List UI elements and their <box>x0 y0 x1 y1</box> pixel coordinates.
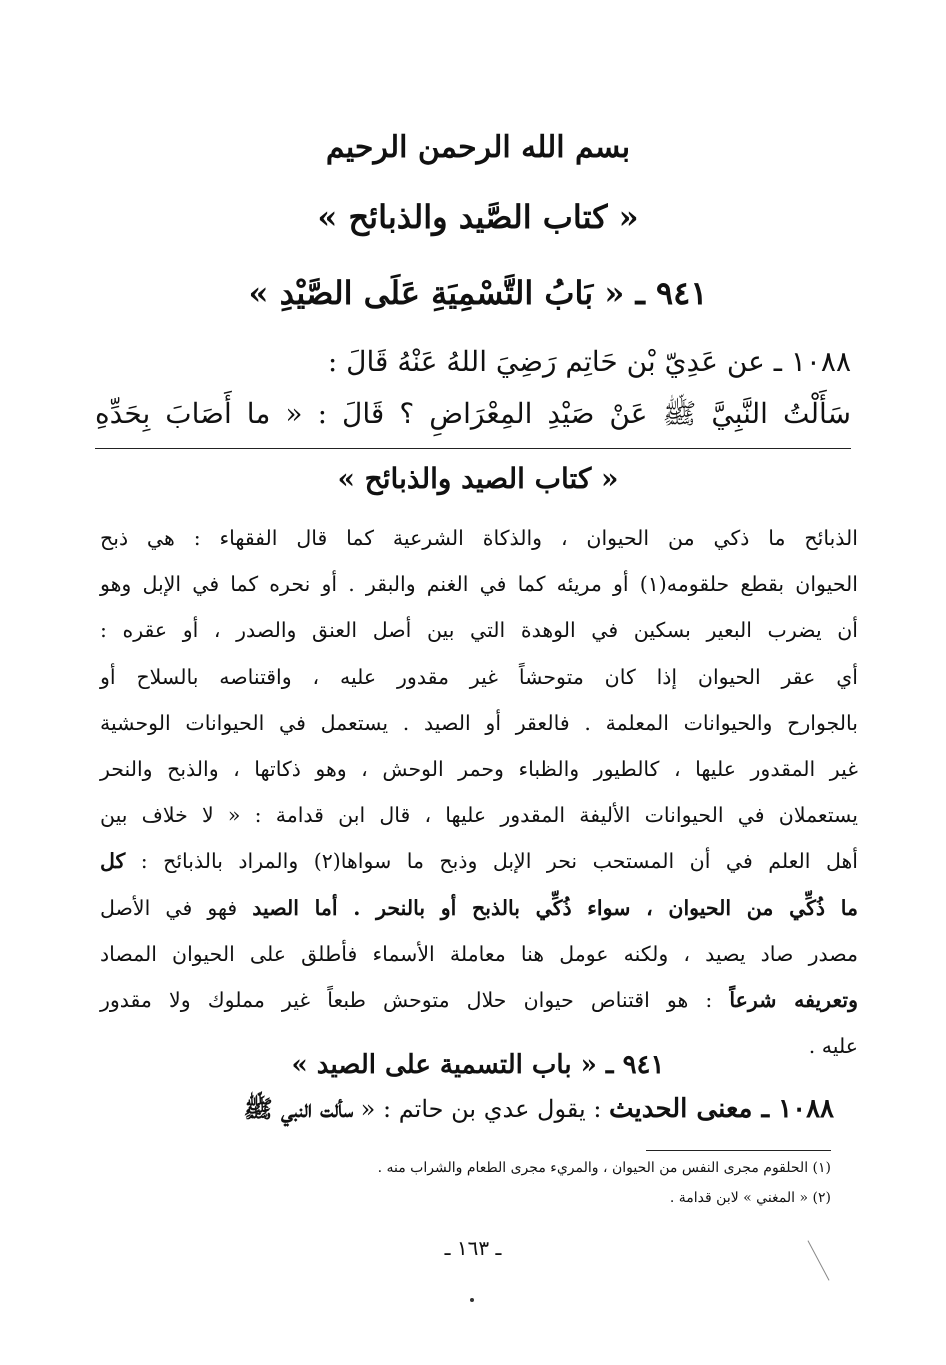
scan-speck <box>470 1298 474 1302</box>
commentary-line: الذبائح ما ذكي من الحيوان ، والذكاة الشرعية كما قال الفقهاء : هي ذبح <box>100 526 858 550</box>
bold-term: وتعريفه شرعاً <box>729 988 858 1013</box>
commentary-line: يستعملان في الحيوانات الأليفة المقدور عليها ، قال ابن قدامة : « لا خلاف بين <box>100 803 858 828</box>
meaning-label: ١٠٨٨ ـ معنى الحديث <box>609 1094 834 1124</box>
bold-definition: ما ذُكِّي من الحيوان ، سواء ذُكِّي بالذبح أو بالنحر . أما الصيد <box>252 895 858 920</box>
commentary-line <box>100 977 858 1023</box>
chapter-title: ٩٤١ ـ « بَابُ التَّسْمِيَةِ عَلَى الصَّيْدِ » <box>248 274 708 312</box>
commentary-line: بالجوارح والحيوانات المعلمة . فالعقر أو الصيد . يستعمل في الحيوانات الوحشية <box>100 710 858 735</box>
commentary-line: الحيوان بقطع حلقومه(١) أو مريئه كما في الغنم والبقر . أو نحره كما في الإبل وهو <box>100 572 858 597</box>
hadith-text-line-1: ١٠٨٨ ـ عن عَدِيّ بْن حَاتِم رَضِيَ اللهُ عَنْهُ قَالَ : <box>327 345 851 378</box>
commentary-line: أن يضرب البعير بسكين في الوهدة التي بين أصل العنق والصدر ، أو عقره : <box>100 618 858 643</box>
commentary-line <box>100 838 858 884</box>
meaning-quote: سألت النبي ﷺ <box>243 1094 354 1123</box>
page-number: ـ ١٦٣ ـ <box>444 1236 502 1260</box>
commentary-title: « كتاب الصيد والذبائح » <box>337 462 619 495</box>
commentary-text: : هو اقتناص حيوان حلال متوحش طبعاً غير مملوك ولا مقدور <box>100 988 730 1013</box>
commentary-line: مصدر صاد يصيد ، ولكنه عومل هنا معاملة الأسماء فأطلق على الحيوان المصاد <box>100 941 858 966</box>
footnote-1: (١) الحلقوم مجرى النفس من الحيوان ، والمريء مجرى الطعام والشراب منه . <box>377 1160 831 1176</box>
commentary-line: عليه . <box>808 1034 858 1059</box>
bold-term: كل <box>100 849 126 874</box>
basmala-heading: بسم الله الرحمن الرحيم <box>325 130 631 165</box>
commentary-text: فهو في الأصل <box>100 895 253 920</box>
commentary-line <box>100 885 858 931</box>
commentary-paragraph <box>100 515 858 1069</box>
commentary-text: أهل العلم في أن المستحب نحر الإبل وذبح ما سواها(٢) والمراد بالذبائح : <box>125 849 858 874</box>
commentary-line: غير المقدور عليها ، كالطيور والظباء وحمر الوحش ، وهو ذكاتها ، والذبح والنحر <box>100 757 858 782</box>
hadith-text-line-2: سَأَلْتُ النَّبِيَّ ﷺ عَنْ صَيْدِ المِعْرَاضِ ؟ قَالَ : « ما أَصَابَ بِحَدِّهِ <box>95 397 851 430</box>
footnote-divider <box>646 1150 831 1151</box>
hadith-meaning-line <box>100 1094 834 1129</box>
meaning-text: : يقول عدي بن حاتم : « <box>353 1095 610 1123</box>
commentary-chapter-title: ٩٤١ ـ « باب التسمية على الصيد » <box>291 1050 665 1080</box>
book-title: « كتاب الصَّيد والذبائح » <box>317 198 639 236</box>
footnote-2: (٢) « المغني » لابن قدامة . <box>669 1190 831 1206</box>
hadith-divider <box>95 448 851 449</box>
commentary-line: أي عقر الحيوان إذا كان متوحشاً غير مقدور عليه ، واقتناصه بالسلاح أو <box>100 664 858 689</box>
